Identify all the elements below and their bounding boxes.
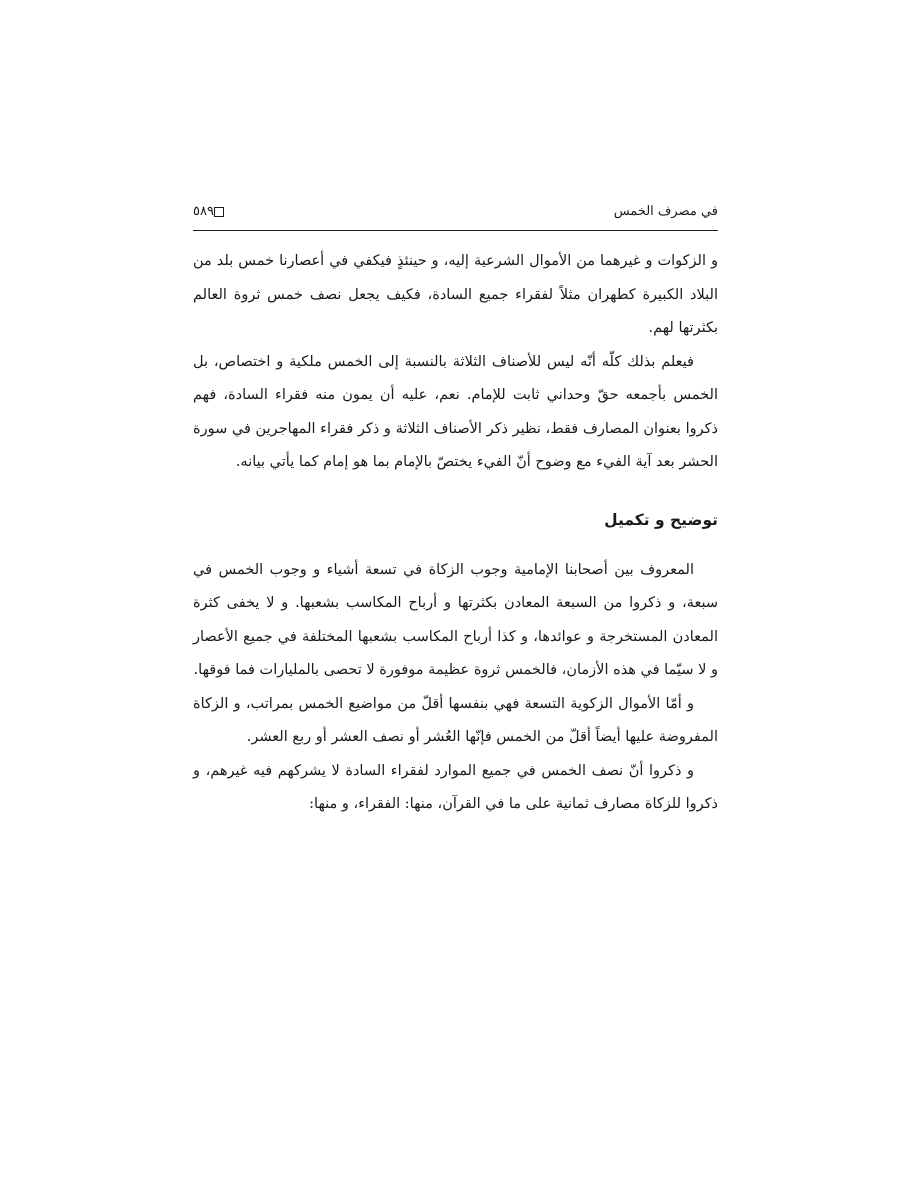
paragraph: و أمّا الأموال الزكوية التسعة فهي بنفسها أقلّ من مواضيع الخمس بمراتب، و الزكاة المفروضة عليها أيضاً أقلّ من الخمس فإنّها العُشر أو نصف العشر أو ربع العشر. — [193, 695, 718, 745]
page-header — [193, 196, 718, 231]
paragraph: المعروف بين أصحابنا الإمامية وجوب الزكاة في تسعة أشياء و وجوب الخمس في سبعة، و ذكروا من السبعة المعادن بكثرتها و أرباح المكاسب بشعبها. و لا يخفى كثرة المعادن المستخرجة و عوائدها، و كذا أرباح المكاسب بشعبها المختلفة في جميع الأعصار و لا سيّما في هذه الأزمان، فالخمس ثروة عظيمة موفورة لا تحصى بالمليارات فما فوقها. — [193, 561, 718, 678]
paragraph: فيعلم بذلك كلّه أنّه ليس للأصناف الثلاثة بالنسبة إلى الخمس ملكية و اختصاص، بل الخمس بأجمعه حقّ وحداني ثابت للإمام. نعم، عليه أن يمون منه فقراء السادة، فهم ذكروا بعنوان المصارف فقط، نظير ذكر الأصناف الثلاثة و ذكر فقراء المهاجرين في سورة الحشر بعد آية الفيء مع وضوح أنّ الفيء يختصّ بالإمام بما هو إمام كما يأتي بيانه. — [193, 353, 718, 470]
page-body — [193, 245, 718, 822]
paragraph: و ذكروا أنّ نصف الخمس في جميع الموارد لفقراء السادة لا يشركهم فيه غيرهم، و ذكروا للزكاة مصارف ثمانية على ما في القرآن، منها: الفقراء، و منها: — [193, 762, 718, 812]
square-bullet-icon — [214, 207, 224, 217]
paragraph: و الزكوات و غيرهما من الأموال الشرعية إليه، و حينئذٍ فيكفي في أعصارنا خمس بلد من البلاد الكبيرة كطهران مثلاً لفقراء جميع السادة، فكيف يجعل نصف خمس ثروة العالم بكثرتها لهم. — [193, 253, 718, 336]
running-title: في مصرف الخمس — [613, 204, 718, 219]
section-heading: توضيح و تكميل — [604, 510, 718, 529]
page-number: ٥٨٩ — [193, 204, 214, 219]
page-number-block — [193, 204, 230, 219]
book-page — [193, 196, 718, 822]
